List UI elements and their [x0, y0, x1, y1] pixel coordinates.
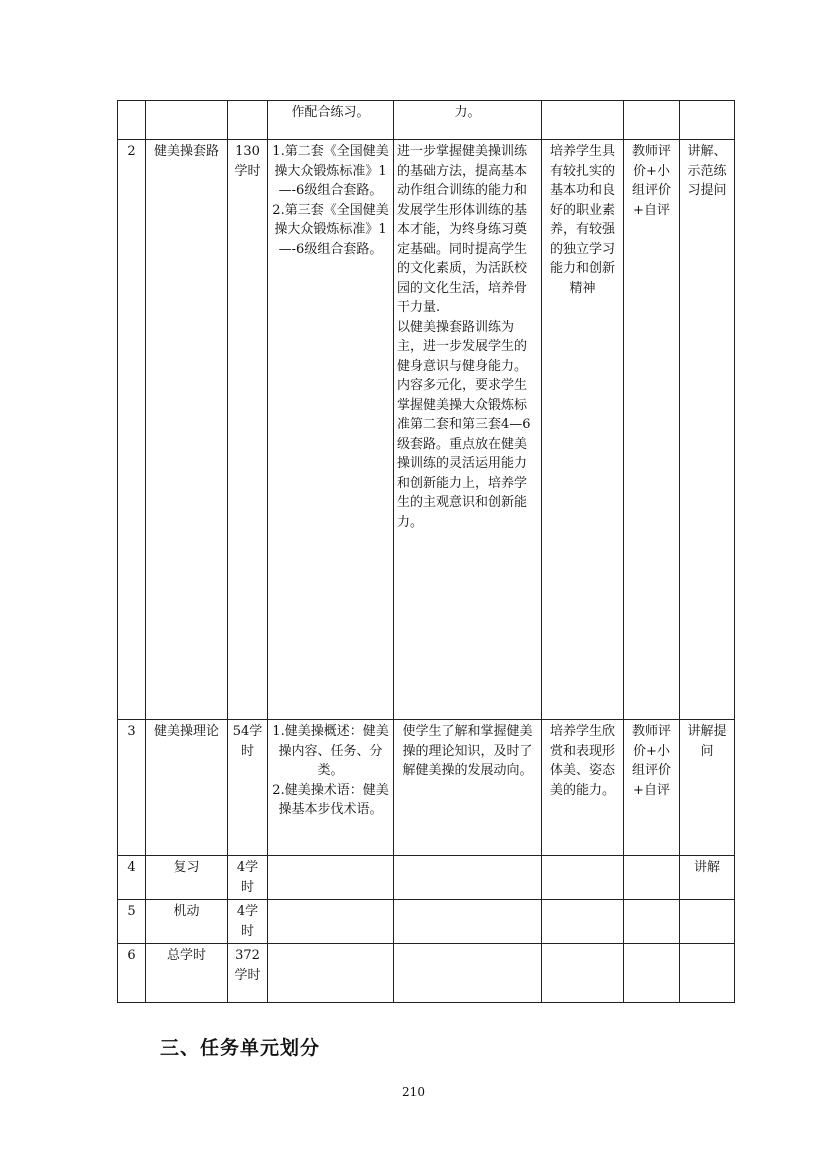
cell-num: 2: [118, 140, 146, 720]
cell-method: 讲解、示范练习提问: [680, 140, 735, 720]
table-row-6: [118, 944, 735, 1003]
cell-method: [680, 944, 735, 1003]
cell-hours: 4学时: [228, 856, 268, 900]
cell-goal: [394, 900, 542, 944]
cell-content: [268, 900, 394, 944]
cell-hours: 372学时: [228, 944, 268, 1003]
cell-unit: 机动: [146, 900, 228, 944]
cell-content: 1.第二套《全国健美操大众锻炼标准》1—-6级组合套路。 2.第三套《全国健美操大众锻炼标准》1—-6级组合套路。: [268, 140, 394, 720]
cell-quality: [542, 944, 624, 1003]
page-number: 210: [402, 1085, 425, 1099]
cell-goal: 使学生了解和掌握健美操的理论知识，及时了解健美操的发展动向。: [394, 720, 542, 856]
cell-eval: [624, 900, 680, 944]
cell-method: [680, 900, 735, 944]
cell-num: 6: [118, 944, 146, 1003]
cell-eval: 教师评价+小组评价+自评: [624, 140, 680, 720]
cell-goal: 力。: [394, 101, 542, 140]
cell-hours: 54学时: [228, 720, 268, 856]
cell-num: 3: [118, 720, 146, 856]
section-heading: 三、任务单元划分: [160, 1037, 321, 1059]
cell-quality: [542, 900, 624, 944]
cell-hours: 130学时: [228, 140, 268, 720]
cell-method: [680, 101, 735, 140]
cell-content: 作配合练习。: [268, 101, 394, 140]
cell-eval: [624, 856, 680, 900]
cell-content: 1.健美操概述：健美操内容、任务、分类。 2.健美操术语：健美操基本步伐术语。: [268, 720, 394, 856]
cell-unit: 复习: [146, 856, 228, 900]
cell-eval: 教师评价+小组评价+自评: [624, 720, 680, 856]
cell-quality: [542, 856, 624, 900]
cell-eval: [624, 944, 680, 1003]
cell-method: 讲解: [680, 856, 735, 900]
cell-hours: [228, 101, 268, 140]
table-row-5: [118, 900, 735, 944]
cell-quality: 培养学生欣赏和表现形体美、姿态美的能力。: [542, 720, 624, 856]
table-row-3: [118, 720, 735, 856]
cell-unit: [146, 101, 228, 140]
cell-num: [118, 101, 146, 140]
cell-quality: [542, 101, 624, 140]
cell-goal: [394, 944, 542, 1003]
table-row-continued: [118, 101, 735, 140]
cell-goal: 进一步掌握健美操训练的基础方法，提高基本动作组合训练的能力和发展学生形体训练的基本才能，为终身练习奠定基础。同时提高学生的文化素质，为活跃校园的文化生活，培养骨干力量. 以健美操套路训练为主，进一步发展学生的健身意识与健身能力。 内容多元化，要求学生掌握健美操大众锻炼标准第二套和第三套4—6级套路。重点放在健美操训练的灵活运用能力和创新能力上，培养学生的主观意识和创新能力。: [394, 140, 542, 720]
course-table: [117, 100, 735, 1003]
cell-content: [268, 856, 394, 900]
cell-quality: 培养学生具有较扎实的基本功和良好的职业素养，有较强的独立学习能力和创新精神: [542, 140, 624, 720]
cell-num: 4: [118, 856, 146, 900]
table-row-4: [118, 856, 735, 900]
cell-eval: [624, 101, 680, 140]
table-row-2: [118, 140, 735, 720]
cell-method: 讲解提问: [680, 720, 735, 856]
cell-goal: [394, 856, 542, 900]
cell-unit: 总学时: [146, 944, 228, 1003]
cell-hours: 4学时: [228, 900, 268, 944]
cell-num: 5: [118, 900, 146, 944]
cell-unit: 健美操套路: [146, 140, 228, 720]
cell-unit: 健美操理论: [146, 720, 228, 856]
cell-content: [268, 944, 394, 1003]
